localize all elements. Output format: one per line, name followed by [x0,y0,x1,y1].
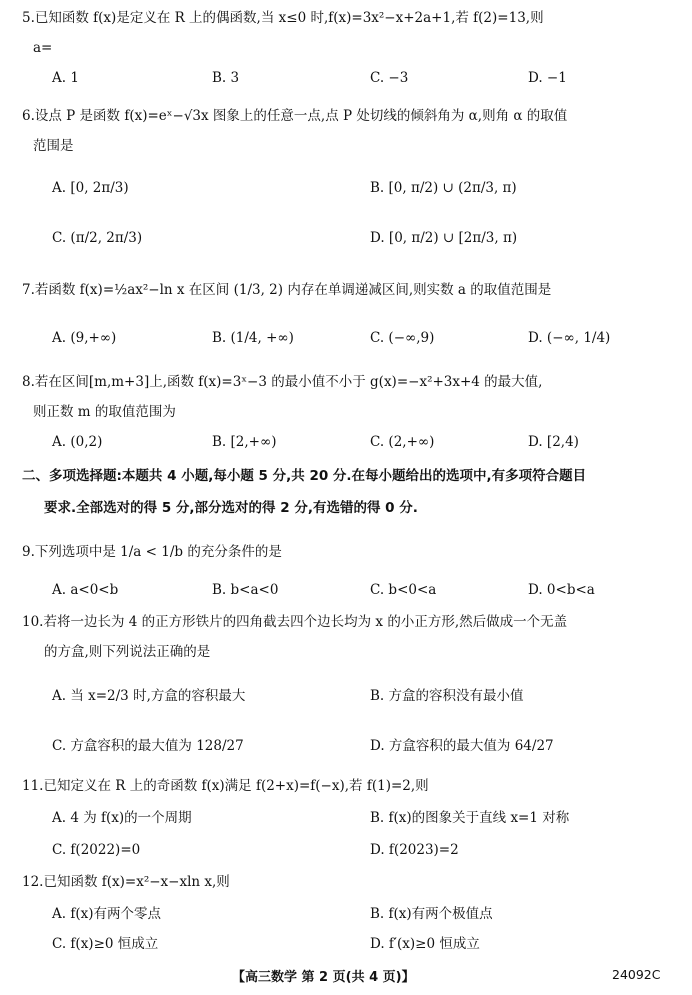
q12-option-c: C. f(x)≥0 恒成立 [52,936,159,952]
q12-option-b: B. f(x)有两个极值点 [370,906,493,922]
page-footer-title: 【高三数学 第 2 页(共 4 页)】 [232,970,415,985]
section2-heading-line2: 要求.全部选对的得 5 分,部分选对的得 2 分,有选错的得 0 分. [44,500,418,516]
q8-option-c: C. (2,+∞) [370,434,435,450]
q8-option-a: A. (0,2) [52,434,103,450]
q11-option-a: A. 4 为 f(x)的一个周期 [52,810,192,826]
q9-option-d: D. 0<b<a [528,582,595,598]
q7-option-b: B. (1/4, +∞) [212,330,294,346]
q11-option-c: C. f(2022)=0 [52,842,141,858]
q7-stem: 7.若函数 f(x)=½ax²−ln x 在区间 (1/3, 2) 内存在单调递减区间,则实数 a 的取值范围是 [22,282,552,298]
q11-stem: 11.已知定义在 R 上的奇函数 f(x)满足 f(2+x)=f(−x),若 f(1)=2,则 [22,778,429,794]
section2-heading-line1: 二、多项选择题:本题共 4 小题,每小题 5 分,共 20 分.在每小题给出的选项中,有多项符合题目 [22,468,587,484]
q9-option-c: C. b<0<a [370,582,437,598]
q10-option-b: B. 方盒的容积没有最小值 [370,688,524,704]
exam-code: 24092C [612,967,661,982]
q5-option-c: C. −3 [370,70,409,86]
q8-stem-line2: 则正数 m 的取值范围为 [33,404,176,420]
q6-stem-line1: 6.设点 P 是函数 f(x)=eˣ−√3x 图象上的任意一点,点 P 处切线的倾斜角为 α,则角 α 的取值 [22,108,568,124]
q6-option-d: D. [0, π/2) ∪ [2π/3, π) [370,230,518,246]
q8-stem-line1: 8.若在区间[m,m+3]上,函数 f(x)=3ˣ−3 的最小值不小于 g(x)=−x²+3x+4 的最大值, [22,374,543,390]
q5-option-d: D. −1 [528,70,567,86]
q6-option-c: C. (π/2, 2π/3) [52,230,143,246]
q5-option-a: A. 1 [52,70,79,86]
q11-option-b: B. f(x)的图象关于直线 x=1 对称 [370,810,570,826]
q12-stem: 12.已知函数 f(x)=x²−x−xln x,则 [22,874,230,890]
q9-option-b: B. b<a<0 [212,582,279,598]
q10-stem-line2: 的方盒,则下列说法正确的是 [44,644,211,660]
q5-stem-line1: 5.已知函数 f(x)是定义在 R 上的偶函数,当 x≤0 时,f(x)=3x²−x+2a+1,若 f(2)=13,则 [22,10,544,26]
q7-option-c: C. (−∞,9) [370,330,435,346]
q9-stem: 9.下列选项中是 1/a < 1/b 的充分条件的是 [22,544,282,560]
q10-option-d: D. 方盒容积的最大值为 64/27 [370,738,554,754]
q10-option-a: A. 当 x=2/3 时,方盒的容积最大 [52,688,246,704]
q10-option-c: C. 方盒容积的最大值为 128/27 [52,738,244,754]
q10-stem-line1: 10.若将一边长为 4 的正方形铁片的四角截去四个边长均为 x 的小正方形,然后做成一个无盖 [22,614,568,630]
q6-stem-line2: 范围是 [33,138,74,154]
q6-option-b: B. [0, π/2) ∪ (2π/3, π) [370,180,517,196]
q7-option-a: A. (9,+∞) [52,330,117,346]
q12-option-d: D. f′(x)≥0 恒成立 [370,936,480,952]
q8-option-b: B. [2,+∞) [212,434,277,450]
q12-option-a: A. f(x)有两个零点 [52,906,161,922]
q11-option-d: D. f(2023)=2 [370,842,459,858]
q5-option-b: B. 3 [212,70,240,86]
q9-option-a: A. a<0<b [52,582,119,598]
q6-option-a: A. [0, 2π/3) [52,180,129,196]
q8-option-d: D. [2,4) [528,434,579,450]
q7-option-d: D. (−∞, 1/4) [528,330,611,346]
q5-stem-line2: a= [33,40,53,56]
